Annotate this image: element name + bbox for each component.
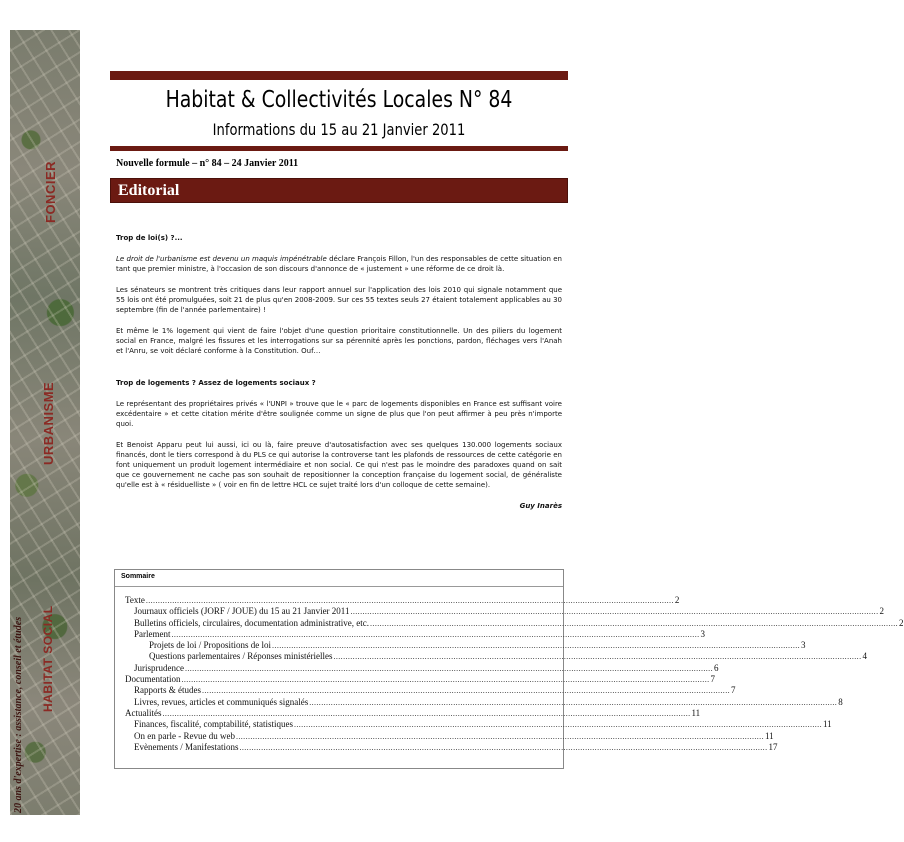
article-text: déclare François Fillon, l'un des responsables de cette situation en tant que premier ministre, à l'occasion de son discours d'annonce de « justement » une réforme de ce droit là. <box>116 255 562 273</box>
toc-leader-dots: ............................................................................................................................................................................................................................ <box>272 641 801 651</box>
article-heading: Trop de logements ? Assez de logements sociaux ? <box>116 379 316 387</box>
article-paragraph <box>116 254 562 274</box>
toc-entry-page: 2 <box>674 595 680 605</box>
sidebar-tagline: 20 ans d'expertise : assistance, conseil et études <box>13 616 24 813</box>
toc-entry-page: 2 <box>879 606 884 617</box>
section-header-editorial <box>110 178 568 203</box>
toc-entry-label: Actualités <box>125 707 162 718</box>
toc-leader-dots: ............................................................................................................................................................................................................................ <box>202 686 730 696</box>
toc-leader-dots: ............................................................................................................................................................................................................................ <box>162 708 691 718</box>
toc-entry-page: 6 <box>713 662 719 673</box>
section-title: Editorial <box>118 182 180 199</box>
toc-entry-label: On en parle - Revue du web <box>134 730 235 741</box>
toc-entry[interactable] <box>120 741 778 753</box>
toc-entry-page: 4 <box>862 651 867 662</box>
table-of-contents <box>120 595 904 753</box>
toc-entry-label: Questions parlementaires / Réponses ministérielles <box>149 651 333 662</box>
article-paragraph: Et même le 1% logement qui vient de faire l'objet d'une question prioritaire constitutionnelle. Un des piliers du logement social en France, malgré les fissures et les interrogations sur sa pérennité après les ponctions, pardon, fléchages vers l'Anah et l'Anru, se voit déclaré conforme à la Constitution. Ouf… <box>116 327 562 355</box>
toc-entry-label: Finances, fiscalité, comptabilité, statistiques <box>134 719 293 730</box>
toc-entry-label: Journaux officiels (JORF / JOUE) du 15 au 21 Janvier 2011 <box>134 606 350 617</box>
issue-line: Nouvelle formule – n° 84 – 24 Janvier 2011 <box>116 158 299 169</box>
header-top-rule <box>110 71 568 80</box>
toc-entry[interactable] <box>120 662 719 674</box>
toc-entry[interactable] <box>120 674 715 685</box>
toc-entry-page: 8 <box>838 696 843 707</box>
header-bottom-rule <box>110 146 568 151</box>
toc-entry[interactable] <box>120 651 867 662</box>
toc-leader-dots: ............................................................................................................................................................................................................................ <box>333 652 862 662</box>
sidebar-label-foncier: FONCIER <box>43 161 58 223</box>
toc-leader-dots: ............................................................................................................................................................................................................................ <box>350 607 879 617</box>
aerial-photo-sidebar <box>10 30 80 815</box>
toc-entry-page: 11 <box>691 707 701 718</box>
article-author: Guy Inarès <box>519 502 562 510</box>
toc-leader-dots: ............................................................................................................................................................................................................................ <box>184 663 713 673</box>
toc-leader-dots: ............................................................................................................................................................................................................................ <box>235 731 764 741</box>
toc-entry[interactable] <box>120 606 884 617</box>
page-subtitle: Informations du 15 au 21 Janvier 2011 <box>212 120 466 139</box>
toc-entry[interactable] <box>120 595 680 606</box>
toc-entry-label: Jurisprudence <box>134 662 184 673</box>
toc-entry-label: Rapports & études <box>134 685 201 696</box>
article-paragraph: Le représentant des propriétaires privés « l'UNPI » trouve que le « parc de logements disponibles en France est suffisant voire excédentaire » et cette citation mérite d'être soulignée comme un signe de plus que l'on peut affirmer à peu près n'importe quoi. <box>116 400 562 428</box>
toc-entry-label: Bulletins officiels, circulaires, documentation administrative, etc. <box>134 617 370 628</box>
article-paragraph: Et Benoist Apparu peut lui aussi, ici ou là, faire preuve d'autosatisfaction avec ses quelques 130.000 logements sociaux financés, dont le tiers correspond à du PLS ce qui autorise la controverse tant les plafonds de ressources de cette catégorie en font uniquement un produit logement intermédiaire et non social. Ce qui n'est pas le moindre des paradoxes quand on sait que ce gouvernement ne cache pas son souhait de repositionner la conception française du logement social, de généraliste qu'elle est à « résiduelliste » ( voir en fin de lettre HCL ce sujet traité lors d'un colloque de cette semaine). <box>116 441 562 489</box>
toc-entry[interactable] <box>120 685 736 696</box>
article-paragraph: Les sénateurs se montrent très critiques dans leur rapport annuel sur l'application des lois 2010 qui signale notamment que 55 lois ont été promulguées, soit 21 de plus qu'en 2008-2009. Sur ces 55 textes seuls 27 étaient totalement applicables au 30 septembre (fin de l'année parlementaire) ! <box>116 286 562 314</box>
toc-entry-page: 7 <box>731 685 736 696</box>
toc-leader-dots: ............................................................................................................................................................................................................................ <box>145 596 674 605</box>
toc-entry-page: 3 <box>700 628 705 639</box>
summary-heading: Sommaire <box>115 570 563 587</box>
toc-leader-dots: ............................................................................................................................................................................................................................ <box>181 675 710 685</box>
toc-leader-dots: ............................................................................................................................................................................................................................ <box>309 697 838 707</box>
toc-entry[interactable] <box>120 707 701 719</box>
toc-entry-label: Texte <box>125 595 145 605</box>
toc-leader-dots: ............................................................................................................................................................................................................................ <box>239 742 768 752</box>
toc-leader-dots: ............................................................................................................................................................................................................................ <box>171 629 700 639</box>
toc-entry[interactable] <box>120 628 705 640</box>
toc-entry-page: 11 <box>764 730 774 741</box>
sidebar-label-urbanisme: URBANISME <box>41 381 56 465</box>
toc-leader-dots: ............................................................................................................................................................................................................................ <box>370 618 899 628</box>
toc-entry[interactable] <box>120 640 806 651</box>
toc-entry-label: Projets de loi / Propositions de loi <box>149 640 272 651</box>
toc-entry[interactable] <box>120 617 904 629</box>
toc-entry[interactable] <box>120 696 843 708</box>
page-title: Habitat & Collectivités Locales N° 84 <box>165 87 513 113</box>
toc-entry-label: Documentation <box>125 674 181 685</box>
sidebar-label-habitat-social: HABITAT SOCIAL <box>41 605 55 712</box>
article-quote: Le droit de l'urbanisme est devenu un maquis impénétrable <box>116 255 327 263</box>
article-heading: Trop de loi(s) ?... <box>116 234 183 242</box>
toc-entry[interactable] <box>120 719 832 730</box>
toc-entry-page: 7 <box>710 674 715 685</box>
toc-entry-label: Parlement <box>134 628 171 639</box>
summary-box <box>114 569 904 769</box>
toc-entry-page: 2 <box>899 617 904 628</box>
toc-entry-page: 3 <box>801 640 806 651</box>
toc-entry-label: Livres, revues, articles et communiqués signalés <box>134 696 309 707</box>
toc-leader-dots: ............................................................................................................................................................................................................................ <box>293 720 822 730</box>
toc-entry-label: Evènements / Manifestations <box>134 741 239 752</box>
toc-entry[interactable] <box>120 730 774 742</box>
editorial-article <box>116 233 562 522</box>
toc-entry-page: 11 <box>822 719 832 730</box>
toc-entry-page: 17 <box>768 741 778 752</box>
